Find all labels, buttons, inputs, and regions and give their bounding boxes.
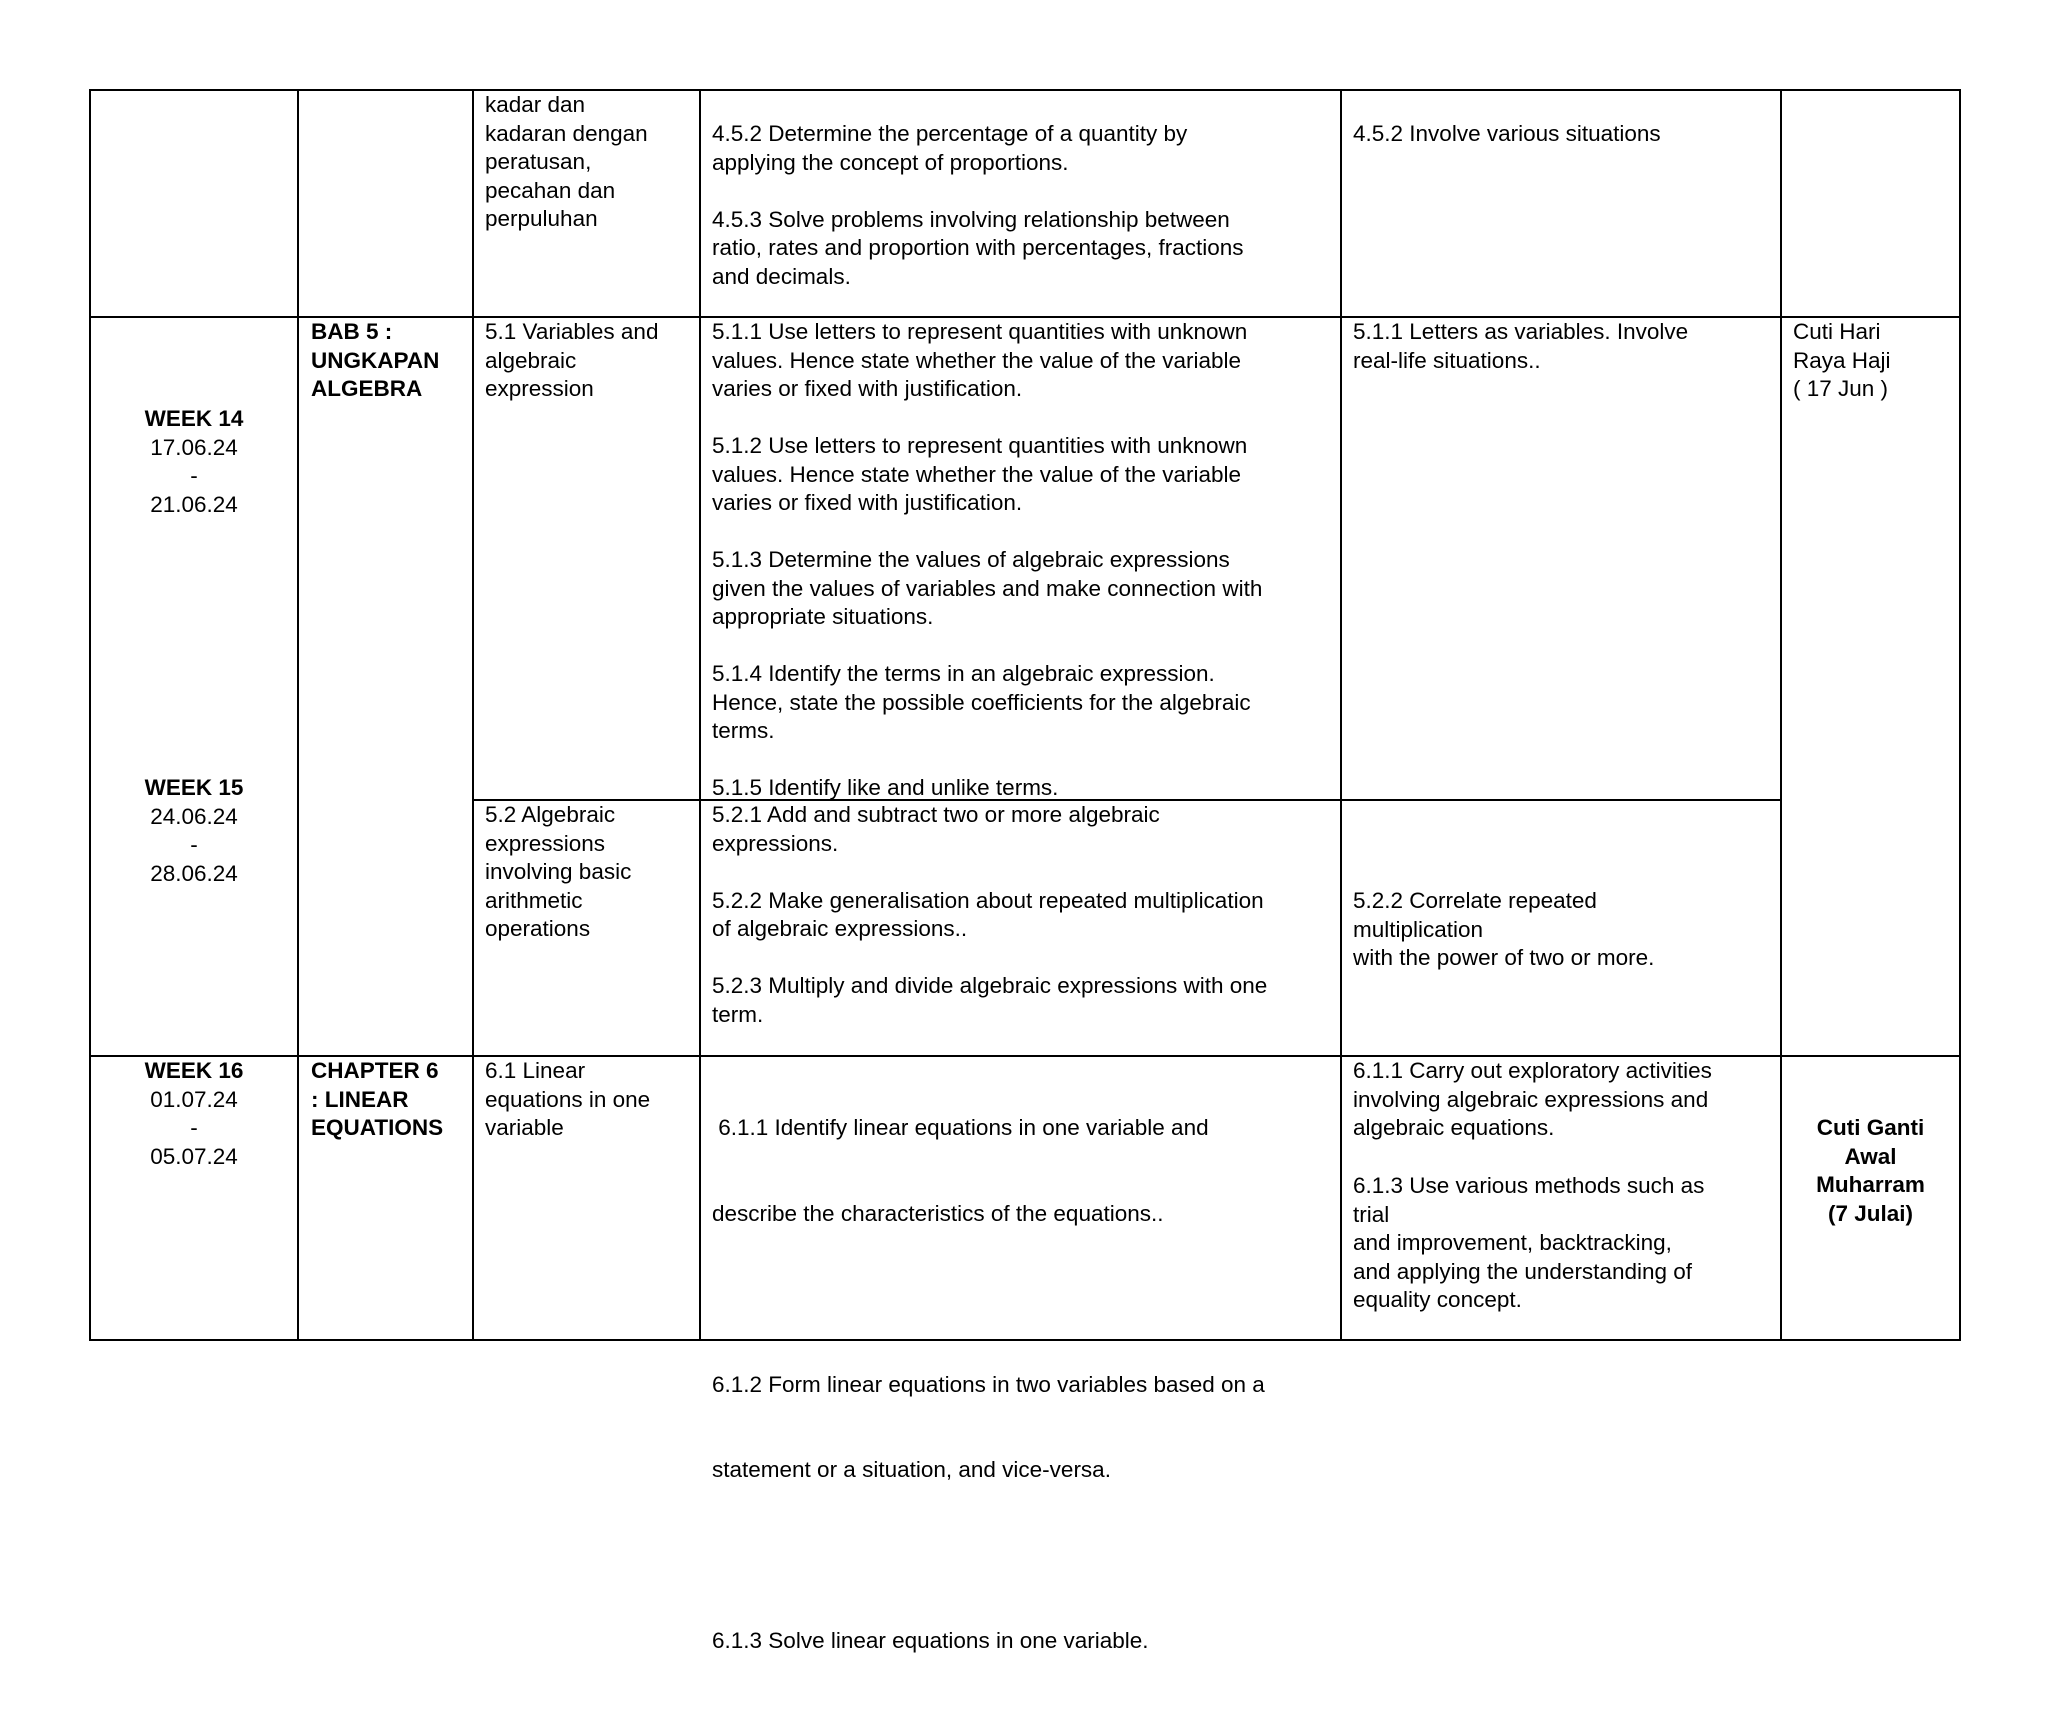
chapter-line: EQUATIONS — [311, 1115, 444, 1140]
standard-line: describe the characteristics of the equations.. — [712, 1200, 1164, 1226]
remark-line: Awal — [1844, 1143, 1897, 1169]
row1-remarks-cell — [1793, 318, 1957, 404]
note-line: involving algebraic expressions and — [1353, 1086, 1709, 1112]
col-divider-2 — [472, 89, 474, 1341]
week-start-date: 24.06.24 — [150, 803, 238, 829]
standard-line: 6.1.1 Identify linear equations in one variable and — [712, 1115, 1209, 1140]
week-label: WEEK 14 — [144, 406, 244, 431]
row0-standard-line: applying the concept of proportions. — [712, 149, 1069, 175]
standard-line: statement or a situation, and vice-versa. — [712, 1457, 1111, 1482]
standard-line: 5.1.4 Identify the terms in an algebraic expression. — [712, 661, 1215, 686]
standard-line: 5.1.5 Identify like and unlike terms. — [712, 775, 1059, 800]
topic-line: 5.1 Variables and — [485, 319, 659, 344]
remark-line: Cuti Ganti — [1816, 1115, 1925, 1140]
standard-line: values. Hence state whether the value of the variable — [712, 347, 1242, 373]
row2-notes-cell — [1353, 1057, 1778, 1315]
col-divider-4 — [1340, 89, 1342, 1341]
week-start-date: 01.07.24 — [150, 1086, 238, 1112]
standard-line: appropriate situations. — [712, 604, 934, 629]
topic-line: operations — [485, 916, 591, 941]
standard-line — [712, 632, 1337, 661]
chapter-line: CHAPTER 6 — [311, 1058, 439, 1083]
remark-line: Muharram — [1816, 1172, 1925, 1197]
row1a-notes-cell — [1353, 318, 1778, 375]
standard-line: varies or fixed with justification. — [712, 376, 1023, 401]
note-line: with the power of two or more. — [1353, 945, 1655, 970]
note-line: 5.2.2 Correlate repeated — [1353, 888, 1597, 913]
row1b-standards-cell — [712, 801, 1337, 1029]
standard-line: terms. — [712, 718, 775, 743]
standard-line — [712, 518, 1337, 547]
row0-standard-line: 4.5.3 Solve problems involving relationship between — [712, 206, 1230, 232]
row0-standard-line: 4.5.2 Determine the percentage of a quantity by — [712, 121, 1188, 146]
standard-line — [712, 1285, 1337, 1314]
week-end-date: 28.06.24 — [150, 860, 238, 886]
topic-line: expressions — [485, 830, 606, 856]
row0-topic-line: perpuluhan — [485, 206, 598, 231]
standard-line: Hence, state the possible coefficients for the algebraic — [712, 689, 1251, 715]
table-border-right — [1959, 89, 1961, 1341]
col-divider-1 — [297, 89, 299, 1341]
note-line: multiplication — [1353, 916, 1484, 942]
standard-line: 6.1.3 Solve linear equations in one variable. — [712, 1628, 1149, 1653]
row0-standard-line: and decimals. — [712, 263, 851, 289]
week14-block — [91, 405, 297, 519]
row2-remarks-cell — [1782, 1114, 1959, 1228]
week-start-date: 17.06.24 — [150, 434, 238, 460]
standard-line: 5.1.3 Determine the values of algebraic expressions — [712, 547, 1230, 572]
row1b-topic-cell — [485, 801, 697, 944]
topic-line: expression — [485, 376, 594, 401]
standard-line: 5.2.2 Make generalisation about repeated multiplication — [712, 887, 1264, 913]
week-label: WEEK 15 — [144, 775, 244, 800]
standard-line: 6.1.2 Form linear equations in two variables based on a — [712, 1371, 1265, 1397]
note-line: 6.1.3 Use various methods such as — [1353, 1173, 1705, 1198]
standard-line: given the values of variables and make connection with — [712, 575, 1263, 601]
standard-line: term. — [712, 1001, 764, 1027]
remark-line: ( 17 Jun ) — [1793, 376, 1889, 401]
topic-line: variable — [485, 1115, 564, 1140]
week-end-date: 21.06.24 — [150, 491, 238, 517]
row0-topic-line: pecahan dan — [485, 177, 616, 203]
standard-line — [712, 1542, 1337, 1571]
topic-line: 5.2 Algebraic — [485, 802, 616, 827]
week15-block — [91, 774, 297, 888]
lesson-plan-table — [89, 89, 1959, 1653]
note-line — [1353, 1143, 1778, 1172]
row0-topic-cell — [485, 91, 697, 234]
standard-line — [712, 404, 1337, 433]
row2-chapter-cell — [311, 1057, 471, 1143]
row0-standard-line — [712, 177, 1337, 206]
chapter-line: BAB 5 : — [311, 319, 393, 344]
standard-line: 5.1.2 Use letters to represent quantities with unknown — [712, 433, 1248, 458]
col-divider-3 — [699, 89, 701, 1341]
topic-line: equations in one — [485, 1086, 651, 1112]
standard-line: of algebraic expressions.. — [712, 916, 968, 941]
standard-line: varies or fixed with justification. — [712, 490, 1023, 515]
remark-line: (7 Julai) — [1827, 1200, 1914, 1226]
week-end-date: 05.07.24 — [150, 1143, 238, 1169]
table-border-top — [89, 89, 1961, 91]
note-line: equality concept. — [1353, 1287, 1522, 1312]
row0-standards-cell — [712, 120, 1337, 291]
standard-line: 5.1.1 Use letters to represent quantities with unknown — [712, 319, 1248, 344]
row0-standard-line: ratio, rates and proportion with percentages, fractions — [712, 235, 1244, 260]
standard-line — [712, 944, 1337, 973]
note-line: algebraic equations. — [1353, 1115, 1555, 1140]
row0-topic-line: peratusan, — [485, 149, 592, 174]
standard-line — [712, 746, 1337, 775]
note-line: and improvement, backtracking, — [1353, 1230, 1672, 1255]
note-line: and applying the understanding of — [1353, 1258, 1693, 1284]
standard-line — [712, 858, 1337, 887]
topic-line: 6.1 Linear — [485, 1058, 586, 1083]
note-line: real-life situations.. — [1353, 347, 1541, 373]
note-line: 5.1.1 Letters as variables. Involve — [1353, 319, 1689, 344]
row0-note-line: 4.5.2 Involve various situations — [1353, 121, 1661, 146]
week-date-separator: - — [190, 1115, 198, 1140]
row1b-notes-cell — [1353, 887, 1778, 973]
row1a-standards-cell — [712, 318, 1337, 803]
chapter-line: : LINEAR — [311, 1086, 409, 1112]
week16-block — [91, 1057, 297, 1171]
week-label: WEEK 16 — [144, 1058, 244, 1083]
standard-line: values. Hence state whether the value of the variable — [712, 461, 1242, 487]
row0-notes-cell — [1353, 120, 1778, 149]
chapter-line: UNGKAPAN — [311, 347, 440, 373]
remark-line: Cuti Hari — [1793, 319, 1881, 344]
standard-line: 5.2.3 Multiply and divide algebraic expressions with one — [712, 973, 1268, 998]
standard-line: 5.2.1 Add and subtract two or more algebraic — [712, 802, 1160, 827]
topic-line: arithmetic — [485, 887, 583, 913]
remark-line: Raya Haji — [1793, 347, 1891, 373]
row2-standards-cell — [712, 1057, 1337, 1713]
standard-line: expressions. — [712, 830, 839, 856]
topic-line: algebraic — [485, 347, 577, 373]
row0-topic-line: kadaran dengan — [485, 120, 648, 146]
week-date-separator: - — [190, 832, 198, 857]
week-date-separator: - — [190, 463, 198, 488]
topic-line: involving basic — [485, 859, 632, 884]
row2-topic-cell — [485, 1057, 697, 1143]
row1a-topic-cell — [485, 318, 697, 404]
row0-topic-line: kadar dan — [485, 92, 586, 117]
chapter-line: ALGEBRA — [311, 376, 423, 401]
note-line: trial — [1353, 1201, 1390, 1227]
note-line: 6.1.1 Carry out exploratory activities — [1353, 1058, 1712, 1083]
row1-chapter-cell — [311, 318, 471, 404]
